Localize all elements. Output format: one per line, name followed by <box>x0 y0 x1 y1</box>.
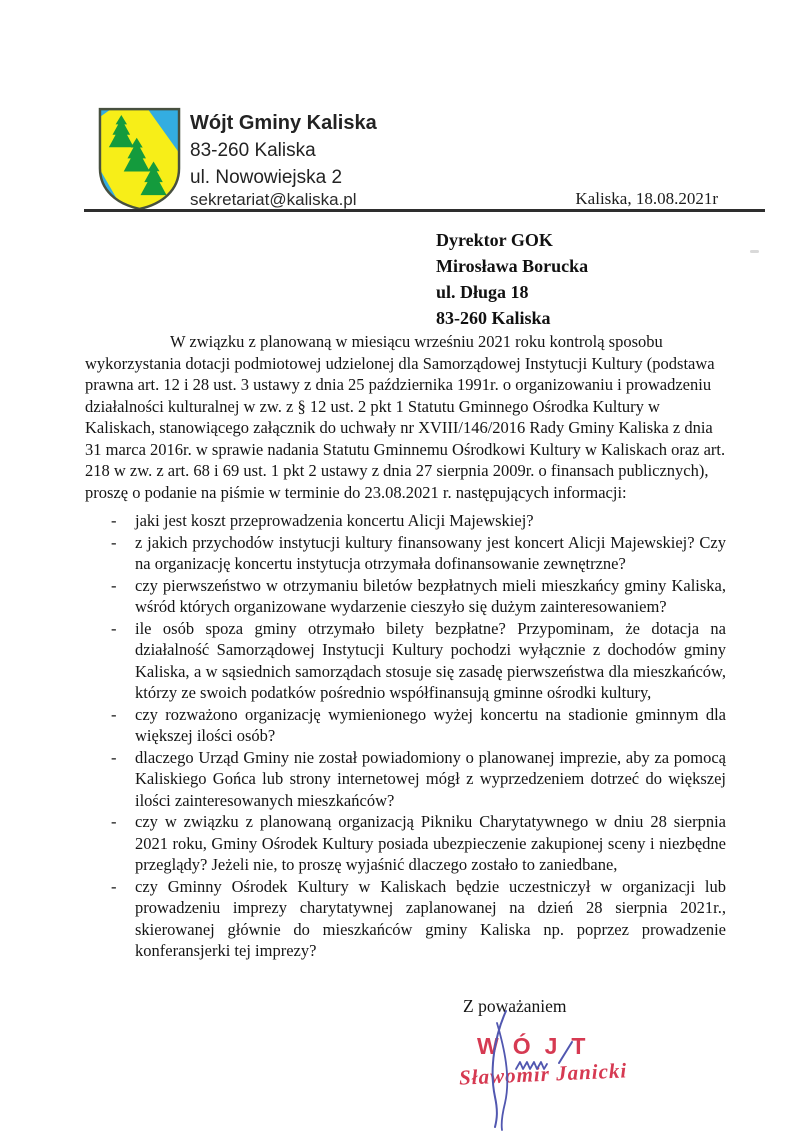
coat-of-arms-kaliska-icon <box>97 107 182 212</box>
recipient-postal-city: 83-260 Kaliska <box>436 308 551 328</box>
mayor-stamp-name: Sławomir Janicki <box>458 1058 628 1090</box>
pen-signature <box>440 1005 640 1131</box>
list-item <box>85 876 726 962</box>
recipient-street: ul. Długa 18 <box>436 282 529 302</box>
dash-bullet: - <box>111 812 117 831</box>
question-list <box>85 510 726 962</box>
recipient-block <box>436 227 588 331</box>
recipient-name: Mirosława Borucka <box>436 256 589 276</box>
signature-squiggle <box>516 1062 547 1069</box>
list-item <box>85 811 726 876</box>
list-item-text: z jakich przychodów instytucji kultury finansowany jest koncert Alicji Majewskiej? Czy na organizację koncertu instytucja otrzymała dofinansowanie zewnętrzne? <box>135 532 726 573</box>
sender-org-name: Wójt Gminy Kaliska <box>190 112 377 134</box>
intro-paragraph: W związku z planowaną w miesiącu wrześniu 2021 roku kontrolą sposobu wykorzystania dotacji podmiotowej udzielonej dla Samorządowej Instytucji Kultury (podstawa prawna art. 12 i 28 ust. 3 ustawy z dnia 25 października 1991r. o organizowaniu i prowadzeniu działalności kulturalnej w zw. z § 12 ust. 2 pkt 1 Statutu Gminnego Ośrodka Kultury w Kaliskach, stanowiącego załącznik do uchwały nr XVIII/146/2016 Rady Gminy Kaliska z dnia 31 marca 2016r. w sprawie nadania Statutu Gminnemu Ośrodkowi Kultury w Kaliskach oraz art. 218 w zw. z art. 68 i 69 ust. 1 pkt 2 ustawy z dnia 27 sierpnia 2009r. o finansach publicznych), proszę o podanie na piśmie w terminie do 23.08.2021 r. następujących informacji: <box>85 332 726 502</box>
list-item-text: czy pierwszeństwo w otrzymaniu biletów bezpłatnych mieli mieszkańcy gminy Kaliska, wśród których organizowane wydarzenie cieszyło się dużym zainteresowaniem? <box>135 575 726 616</box>
dash-bullet: - <box>111 532 117 552</box>
dash-bullet: - <box>111 747 117 767</box>
valediction: Z poważaniem <box>463 996 567 1016</box>
list-item <box>85 575 726 618</box>
list-item <box>85 704 726 747</box>
sender-email: sekretariat@kaliska.pl <box>190 190 357 209</box>
list-item <box>85 510 726 532</box>
letter-body <box>85 331 726 962</box>
dash-bullet: - <box>111 876 117 896</box>
recipient-title: Dyrektor GOK <box>436 230 553 250</box>
list-item <box>85 532 726 575</box>
list-item-text: czy Gminny Ośrodek Kultury w Kaliskach będzie uczestniczył w organizacji lub prowadzeniu imprezy charytatywnej zaplanowanej na dzień 28 sierpnia 2021r., skierowanej głównie do mieszkańców gminy Kaliska np. poprzez prowadzenie konferansjerki tej imprezy? <box>135 876 726 960</box>
mayor-stamp-title: WÓJT <box>477 1033 600 1059</box>
list-item-text: dlaczego Urząd Gminy nie został powiadomiony o planowanej imprezie, aby za pomocą Kaliskiego Gońca lub strony internetowej mógł z wyprzedzeniem dotrzeć do większej ilości zainteresowanych mieszkańców? <box>135 747 726 810</box>
dash-bullet: - <box>111 618 117 638</box>
scan-artifact <box>750 250 759 253</box>
list-item <box>85 747 726 812</box>
signature-stroke <box>497 1023 507 1130</box>
sender-postal-city: 83-260 Kaliska <box>190 140 316 161</box>
list-item-text: jaki jest koszt przeprowadzenia koncertu Alicji Majewskiej? <box>135 511 534 530</box>
signature-slash <box>559 1042 572 1063</box>
dash-bullet: - <box>111 511 117 530</box>
list-item <box>85 618 726 704</box>
dateline: Kaliska, 18.08.2021r <box>575 189 718 208</box>
letterhead-divider <box>84 209 765 212</box>
sender-street: ul. Nowowiejska 2 <box>190 167 343 188</box>
list-item-text: czy rozważono organizację wymienionego wyżej koncertu na stadionie gminnym dla większej ilości osób? <box>135 704 726 745</box>
dash-bullet: - <box>111 704 117 724</box>
list-item-text: ile osób spoza gminy otrzymało bilety bezpłatne? Przypominam, że dotacja na działalność Samorządowej Instytucji Kultury pochodzi wyłącznie z dochodów gminy Kaliska, a w sąsiednich samorządach stosuje się zasadę pierwszeństwa dla mieszkańców, którzy ze swoich podatków pośrednio współfinansują gminne ośrodki kultury, <box>135 618 726 702</box>
list-item-text: czy w związku z planowaną organizacją Pikniku Charytatywnego w dniu 28 sierpnia 2021 roku, Gminy Ośrodek Kultury posiada ubezpieczenie zakupionej sceny i niezbędne przeglądy? Jeżeli nie, to proszę wyjaśnić dlaczego zostało to zaniedbane, <box>135 812 726 874</box>
sender-block <box>190 110 377 191</box>
dash-bullet: - <box>111 575 117 595</box>
